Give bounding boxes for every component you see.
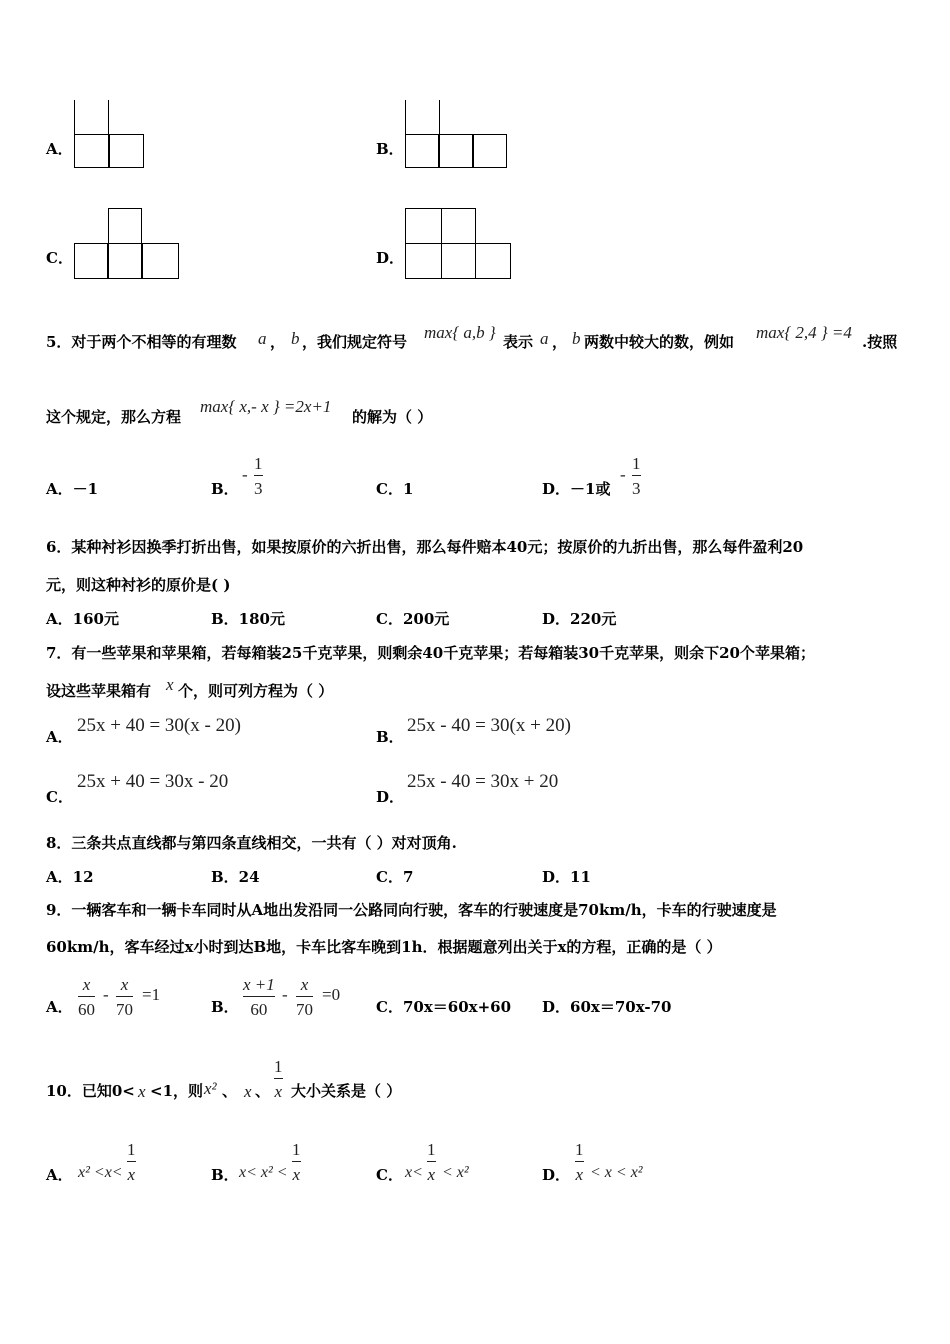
q5-text: 的解为（ ） <box>352 408 433 426</box>
q9-option-d: D．60x＝70x-70 <box>542 998 672 1016</box>
q10-option-d-fraction <box>575 1141 584 1183</box>
minus-sign: - <box>282 985 288 1004</box>
q10-x-squared: x² <box>204 1079 217 1098</box>
q10-sep: 、 <box>222 1082 238 1100</box>
numerator: 1 <box>427 1140 436 1159</box>
denominator: 3 <box>254 479 263 498</box>
grid-line <box>74 100 75 135</box>
q9-option-b-label: B． <box>211 998 239 1016</box>
grid-line <box>439 100 440 135</box>
equation-rhs: =1 <box>142 985 161 1004</box>
grid-cell <box>108 134 144 168</box>
q10-var-x: x <box>138 1082 146 1101</box>
q7-option-a-equation: 25x + 40 = 30(x - 20) <box>77 715 241 736</box>
denominator: 3 <box>632 479 641 498</box>
q5-option-b-fraction <box>254 455 263 497</box>
q10-text: <1，则 <box>150 1082 204 1100</box>
denominator: x <box>427 1165 436 1184</box>
q10-option-a-fraction <box>127 1141 136 1183</box>
denominator: x <box>274 1082 283 1101</box>
q5-example: max{ 2,4 } =4 <box>756 323 852 342</box>
fraction-bar <box>296 996 313 997</box>
fraction-bar <box>116 996 133 997</box>
fraction-bar <box>243 996 275 997</box>
q7-option-b-label: B． <box>376 728 404 746</box>
q10-option-c-tail: < x² <box>442 1164 469 1181</box>
denominator: 60 <box>78 1000 95 1019</box>
q10-option-c-text: x< <box>405 1164 423 1181</box>
q7-option-d-label: D． <box>376 788 405 806</box>
q9-option-c: C．70x＝60x+60 <box>376 998 512 1016</box>
fraction-bar <box>632 475 641 476</box>
q10-option-c-label: C． <box>376 1166 403 1184</box>
denominator: x <box>292 1165 301 1184</box>
q10-option-d-tail: < x < x² <box>590 1164 643 1181</box>
fraction-bar <box>254 475 263 476</box>
numerator: x +1 <box>243 975 275 994</box>
grid-line <box>108 100 109 135</box>
q5-text: ，我们规定符号 <box>302 333 408 351</box>
option-label: D． <box>376 249 405 267</box>
q10-option-b-label: B． <box>211 1166 239 1184</box>
q9-text: 60km/h，客车经过x小时到达B地，卡车比客车晚到1h．根据题意列出关于x的方程，正确的是（ ） <box>46 938 722 956</box>
denominator: 70 <box>296 1000 313 1019</box>
grid-cell <box>405 243 442 279</box>
grid-cell <box>108 243 142 279</box>
q5-option-b-label: B． <box>211 480 239 498</box>
grid-cell <box>441 208 476 244</box>
q5-comma: ， <box>270 333 286 351</box>
q5-comma: ， <box>552 333 568 351</box>
q10-sep: 、 <box>255 1082 271 1100</box>
grid-cell <box>441 243 476 279</box>
q7-option-c-label: C． <box>46 788 73 806</box>
q7-option-c-equation: 25x + 40 = 30x - 20 <box>77 771 229 792</box>
q9-option-a-fraction-1 <box>78 976 95 1018</box>
q6-option-d: D．220元 <box>542 610 617 628</box>
minus-sign: - <box>242 465 248 484</box>
fraction-bar <box>78 996 95 997</box>
q9-option-b-fraction-1 <box>243 976 275 1018</box>
q7-var-x: x <box>166 675 174 694</box>
q7-option-a-label: A． <box>46 728 73 746</box>
q10-reciprocal <box>274 1058 283 1100</box>
numerator: 1 <box>127 1140 136 1159</box>
minus-sign: - <box>620 465 626 484</box>
numerator: 1 <box>292 1140 301 1159</box>
q5-text: 表示 <box>503 333 534 351</box>
denominator: 60 <box>250 1000 268 1019</box>
q10-var-x: x <box>244 1082 252 1101</box>
fraction-bar <box>292 1161 301 1162</box>
q7-text: 设这些苹果箱有 <box>46 682 152 700</box>
q5-option-a: A．－1 <box>46 480 99 498</box>
equation-rhs: =0 <box>322 985 341 1004</box>
numerator: x <box>82 975 91 994</box>
q10-option-d-label: D． <box>542 1166 571 1184</box>
denominator: 70 <box>116 1000 133 1019</box>
q8-option-d: D．11 <box>542 868 591 886</box>
q5-text: 5．对于两个不相等的有理数 <box>46 333 237 351</box>
q9-option-b-fraction-2 <box>296 976 313 1018</box>
q7-text: 个，则可列方程为（ ） <box>178 682 334 700</box>
q10-option-a-label: A． <box>46 1166 73 1184</box>
q6-option-c: C．200元 <box>376 610 450 628</box>
denominator: x <box>575 1165 584 1184</box>
option-label: C． <box>46 249 73 267</box>
q6-text: 元，则这种衬衫的原价是( ) <box>46 576 231 594</box>
numerator: 1 <box>274 1057 283 1076</box>
grid-cell <box>74 134 110 168</box>
grid-cell <box>473 134 507 168</box>
q5-var-a: a <box>258 329 267 348</box>
numerator: 1 <box>575 1140 584 1159</box>
grid-cell <box>405 134 439 168</box>
q6-text: 6．某种衬衫因换季打折出售，如果按原价的六折出售，那么每件赔本40元；按原价的九折出售，那么每件盈利20 <box>46 538 804 556</box>
q10-option-c-fraction <box>427 1141 436 1183</box>
fraction-bar <box>127 1161 136 1162</box>
q9-text: 9．一辆客车和一辆卡车同时从A地出发沿同一公路同向行驶，客车的行驶速度是70km/h，卡车的行驶速度是 <box>46 901 777 919</box>
q5-text: 这个规定，那么方程 <box>46 408 182 426</box>
grid-cell <box>108 208 142 244</box>
option-label: B． <box>376 140 404 158</box>
q9-option-a-label: A． <box>46 998 73 1016</box>
minus-sign: - <box>103 985 109 1004</box>
q8-option-b: B．24 <box>211 868 260 886</box>
grid-cell <box>142 243 179 279</box>
q5-max-symbol: max{ a,b } <box>424 323 496 342</box>
q10-text: 10．已知0< <box>46 1082 135 1100</box>
q10-option-b-fraction <box>292 1141 301 1183</box>
q5-text: .按照 <box>862 333 898 351</box>
q8-option-c: C．7 <box>376 868 414 886</box>
q5-equation: max{ x,- x } =2x+1 <box>200 397 332 416</box>
fraction-bar <box>427 1161 436 1162</box>
numerator: x <box>120 975 129 994</box>
q5-option-d: D．－1或 <box>542 480 611 498</box>
q7-option-d-equation: 25x - 40 = 30x + 20 <box>407 771 559 792</box>
grid-cell <box>475 243 511 279</box>
numerator: 1 <box>632 454 641 473</box>
q9-option-a-fraction-2 <box>116 976 133 1018</box>
q5-option-c: C．1 <box>376 480 414 498</box>
q5-var-a: a <box>540 329 549 348</box>
grid-cell <box>439 134 473 168</box>
q10-option-b-text: x< x² < <box>239 1164 288 1181</box>
q10-option-a-text: x² <x< <box>78 1164 123 1181</box>
q7-text: 7．有一些苹果和苹果箱，若每箱装25千克苹果，则剩余40千克苹果；若每箱装30千克苹果，则余下20个苹果箱； <box>46 644 815 662</box>
grid-line <box>405 100 406 135</box>
q6-option-a: A．160元 <box>46 610 119 628</box>
q5-var-b: b <box>291 329 300 348</box>
q7-option-b-equation: 25x - 40 = 30(x + 20) <box>407 715 571 736</box>
grid-line <box>405 208 406 244</box>
q10-text: 大小关系是（ ） <box>291 1082 402 1100</box>
numerator: x <box>300 975 309 994</box>
grid-cell <box>74 243 108 279</box>
q5-text: 两数中较大的数，例如 <box>584 333 735 351</box>
q5-option-d-fraction <box>632 455 641 497</box>
q8-text: 8．三条共点直线都与第四条直线相交，一共有（ ）对对顶角. <box>46 834 457 852</box>
fraction-bar <box>575 1161 584 1162</box>
q6-option-b: B．180元 <box>211 610 285 628</box>
denominator: x <box>127 1165 136 1184</box>
numerator: 1 <box>254 454 263 473</box>
q8-option-a: A．12 <box>46 868 94 886</box>
option-label: A． <box>46 140 73 158</box>
fraction-bar <box>274 1078 283 1079</box>
q5-var-b: b <box>572 329 581 348</box>
grid-line <box>405 208 441 209</box>
